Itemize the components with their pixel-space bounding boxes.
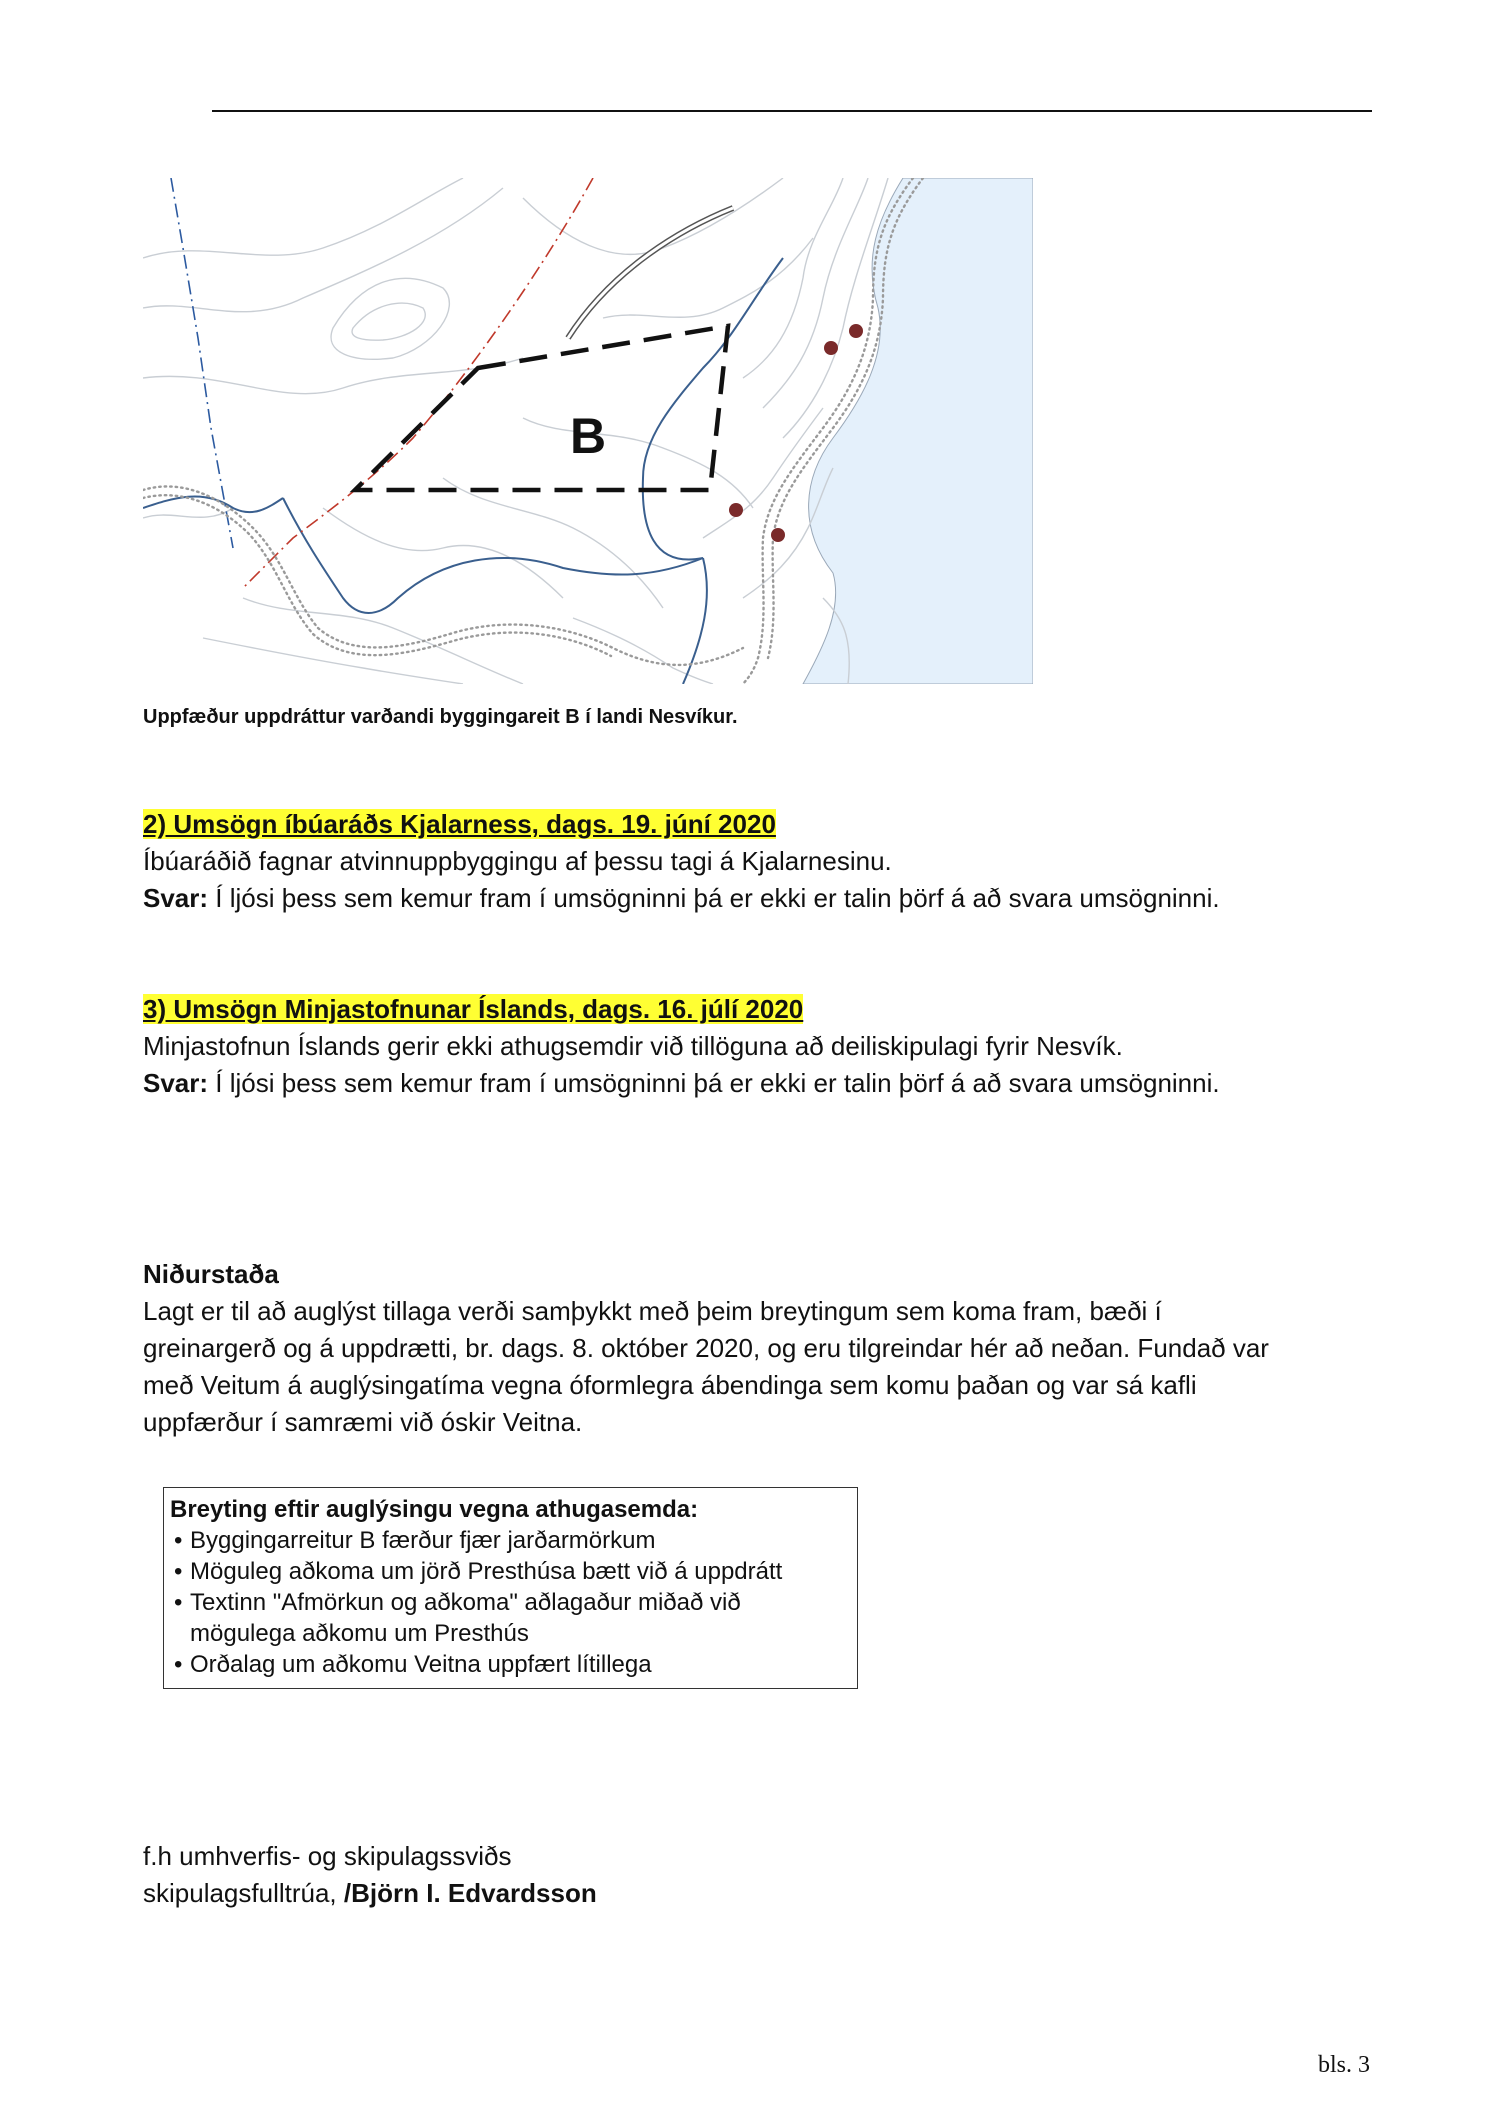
- section-body: Minjastofnun Íslands gerir ekki athugsemdir við tillöguna að deiliskipulagi fyrir Nesvík.: [143, 1031, 1123, 1061]
- change-item-text: Orðalag um aðkomu Veitna uppfært lítillega: [190, 1651, 652, 1678]
- change-item-text: Möguleg aðkoma um jörð Presthúsa bætt við á uppdrátt: [190, 1558, 783, 1585]
- change-item-text: mögulega aðkomu um Presthús: [190, 1620, 529, 1647]
- answer-label: Svar:: [143, 1068, 209, 1098]
- change-item-text: Textinn "Afmörkun og aðkoma" aðlagaður miðað við: [190, 1589, 741, 1616]
- section-answer: [143, 1065, 1220, 1102]
- change-item: [170, 1587, 857, 1618]
- signature-title: skipulagsfulltrúa,: [143, 1878, 344, 1908]
- answer-text: Í ljósi þess sem kemur fram í umsögninni þá er ekki er talin þörf á að svara umsögninni.: [208, 1068, 1220, 1098]
- conclusion-line: uppfærður í samræmi við óskir Veitna.: [143, 1407, 583, 1437]
- change-item-text: Byggingarreitur B færður fjær jarðarmörkum: [190, 1527, 656, 1554]
- section-minjastofnun: [143, 991, 1220, 1102]
- change-item: [170, 1556, 857, 1587]
- heritage-site: [729, 503, 743, 517]
- bullet: •: [174, 1651, 183, 1678]
- building-area-label: B: [569, 408, 607, 464]
- section-ibuarad: [143, 806, 1220, 917]
- answer-label: Svar:: [143, 883, 209, 913]
- section-conclusion: [143, 1256, 1269, 1441]
- map-caption: Uppfæður uppdráttur varðandi byggingareit B í landi Nesvíkur.: [143, 706, 738, 728]
- answer-text: Í ljósi þess sem kemur fram í umsögninni þá er ekki er talin þörf á að svara umsögninni.: [208, 883, 1220, 913]
- conclusion-line: með Veitum á auglýsingatíma vegna óformlegra ábendinga sem komu þaðan og var sá kafli: [143, 1370, 1197, 1400]
- change-item: [170, 1525, 857, 1556]
- section-heading: 2) Umsögn íbúaráðs Kjalarness, dags. 19. júní 2020: [143, 809, 776, 839]
- section-answer: [143, 880, 1220, 917]
- heritage-site: [824, 341, 838, 355]
- changes-box: [163, 1487, 858, 1689]
- conclusion-heading: Niðurstaða: [143, 1259, 279, 1289]
- signature-name: /Björn I. Edvardsson: [343, 1878, 597, 1908]
- section-body: Íbúaráðið fagnar atvinnuppbyggingu af þessu tagi á Kjalarnesinu.: [143, 846, 892, 876]
- change-item: [170, 1649, 857, 1680]
- signature-line: [143, 1875, 597, 1912]
- signature-block: [143, 1838, 597, 1912]
- header-rule: [212, 110, 1372, 112]
- heritage-site: [849, 324, 863, 338]
- signature-department: f.h umhverfis- og skipulagssviðs: [143, 1841, 512, 1871]
- section-heading: 3) Umsögn Minjastofnunar Íslands, dags. 16. júlí 2020: [143, 994, 804, 1024]
- changes-box-title: Breyting eftir auglýsingu vegna athugasemda:: [170, 1496, 699, 1523]
- heritage-site: [771, 528, 785, 542]
- conclusion-line: greinargerð og á uppdrætti, br. dags. 8. október 2020, og eru tilgreindar hér að neðan. Fundað var: [143, 1333, 1269, 1363]
- bullet: •: [174, 1527, 183, 1554]
- bullet: •: [174, 1558, 183, 1585]
- page-number: bls. 3: [1317, 2052, 1370, 2078]
- change-item-continuation: [170, 1618, 857, 1649]
- bullet: •: [174, 1589, 183, 1616]
- site-map: [143, 178, 1033, 684]
- conclusion-line: Lagt er til að auglýst tillaga verði samþykkt með þeim breytingum sem koma fram, bæði í: [143, 1296, 1162, 1326]
